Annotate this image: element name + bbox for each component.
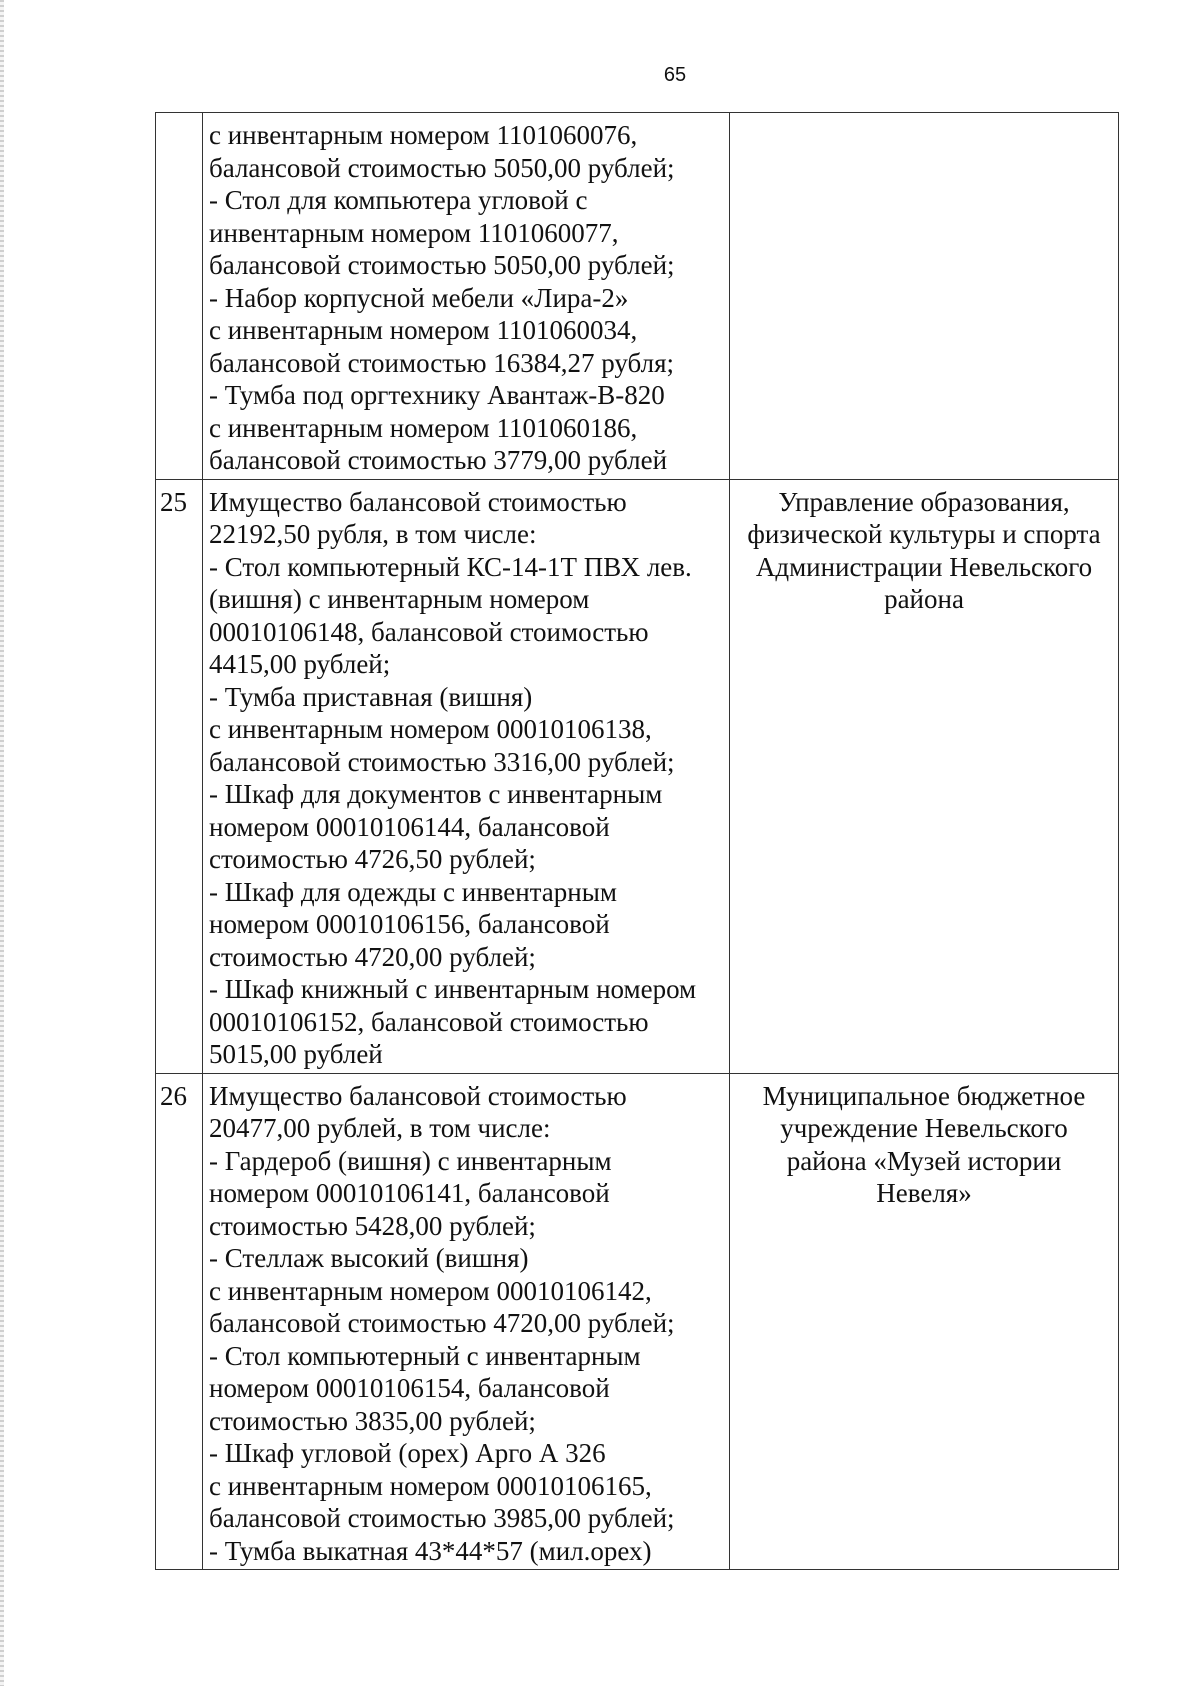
description-line: - Шкаф книжный с инвентарным номером: [209, 974, 697, 1004]
description-cell: [203, 479, 730, 1073]
description-line: - Шкаф для документов с инвентарным: [209, 779, 663, 809]
recipient-line: Муниципальное бюджетное: [762, 1080, 1086, 1111]
description-line: номером 00010106156, балансовой: [209, 909, 610, 939]
table-row: [156, 113, 1119, 480]
description-line: - Набор корпусной мебели «Лира-2»: [209, 282, 629, 313]
description-line: инвентарным номером 1101060077,: [209, 217, 619, 248]
recipient-line: Невеля»: [876, 1178, 972, 1208]
row-number-cell: [156, 113, 203, 480]
description-line: - Стол для компьютера угловой с: [209, 185, 588, 215]
recipient-line: Управление образования,: [778, 486, 1070, 517]
description-line: балансовой стоимостью 16384,27 рубля;: [209, 347, 675, 378]
table-body: [156, 113, 1119, 1570]
description-line: 20477,00 рублей, в том числе:: [209, 1113, 551, 1143]
description-line: стоимостью 4726,50 рублей;: [209, 844, 536, 874]
recipient-line: физической культуры и спорта: [747, 519, 1101, 549]
property-table: [155, 112, 1119, 1570]
description-line: балансовой стоимостью 5050,00 рублей;: [209, 250, 675, 280]
description-line: 00010106152, балансовой стоимостью: [209, 1006, 649, 1037]
description-line: стоимостью 4720,00 рублей;: [209, 941, 536, 972]
description-line: номером 00010106141, балансовой: [209, 1178, 610, 1208]
description-line: балансовой стоимостью 3985,00 рублей;: [209, 1503, 675, 1533]
description-line: с инвентарным номером 1101060076,: [209, 120, 638, 150]
table-row: [156, 1073, 1119, 1570]
description-line: Имущество балансовой стоимостью: [209, 486, 627, 517]
row-number-cell: [156, 1073, 203, 1570]
description-line: с инвентарным номером 1101060186,: [209, 412, 638, 443]
recipient-line: района: [884, 584, 964, 614]
row-number-cell: [156, 479, 203, 1073]
table-row: [156, 479, 1119, 1073]
row-number: 26: [160, 1080, 187, 1111]
description-line: 00010106148, балансовой стоимостью: [209, 616, 649, 647]
description-line: - Стеллаж высокий (вишня): [209, 1243, 529, 1273]
description-line: балансовой стоимостью 4720,00 рублей;: [209, 1308, 675, 1338]
description-line: балансовой стоимостью 3316,00 рублей;: [209, 746, 675, 777]
recipient-line: района «Музей истории: [786, 1145, 1062, 1176]
description-line: - Гардероб (вишня) с инвентарным: [209, 1145, 612, 1176]
recipient-cell: [730, 113, 1119, 480]
description-line: стоимостью 5428,00 рублей;: [209, 1210, 536, 1241]
description-line: Имущество балансовой стоимостью: [209, 1080, 627, 1111]
description-cell: [203, 1073, 730, 1570]
description-line: - Шкаф угловой (орех) Арго А 326: [209, 1438, 606, 1468]
recipient-cell: [730, 1073, 1119, 1570]
description-line: - Стол компьютерный КС-14-1Т ПВХ лев.: [209, 551, 692, 582]
description-line: - Тумба приставная (вишня): [209, 681, 533, 712]
description-line: номером 00010106154, балансовой: [209, 1373, 610, 1403]
description-cell: [203, 113, 730, 480]
description-line: балансовой стоимостью 5050,00 рублей;: [209, 152, 675, 183]
description-line: балансовой стоимостью 3779,00 рублей: [209, 445, 668, 475]
recipient-line: Администрации Невельского: [755, 551, 1093, 582]
description-line: - Тумба под оргтехнику Авантаж-В-820: [209, 380, 665, 410]
page-number: 65: [663, 64, 687, 86]
recipient-cell: [730, 479, 1119, 1073]
description-line: номером 00010106144, балансовой: [209, 811, 610, 842]
description-line: - Тумба выкатная 43*44*57 (мил.орех): [209, 1535, 652, 1566]
recipient-line: учреждение Невельского: [780, 1113, 1068, 1143]
row-number: 25: [160, 486, 187, 517]
description-line: - Стол компьютерный с инвентарным: [209, 1340, 641, 1371]
description-line: 22192,50 рубля, в том числе:: [209, 519, 537, 549]
description-line: с инвентарным номером 00010106165,: [209, 1470, 652, 1501]
description-line: стоимостью 3835,00 рублей;: [209, 1405, 536, 1436]
description-line: 5015,00 рублей: [209, 1039, 383, 1069]
scan-edge: [0, 0, 4, 1686]
description-line: (вишня) с инвентарным номером: [209, 584, 590, 614]
description-line: с инвентарным номером 00010106142,: [209, 1275, 652, 1306]
description-line: с инвентарным номером 00010106138,: [209, 714, 652, 744]
description-line: с инвентарным номером 1101060034,: [209, 315, 638, 345]
description-line: 4415,00 рублей;: [209, 649, 391, 679]
description-line: - Шкаф для одежды с инвентарным: [209, 876, 617, 907]
